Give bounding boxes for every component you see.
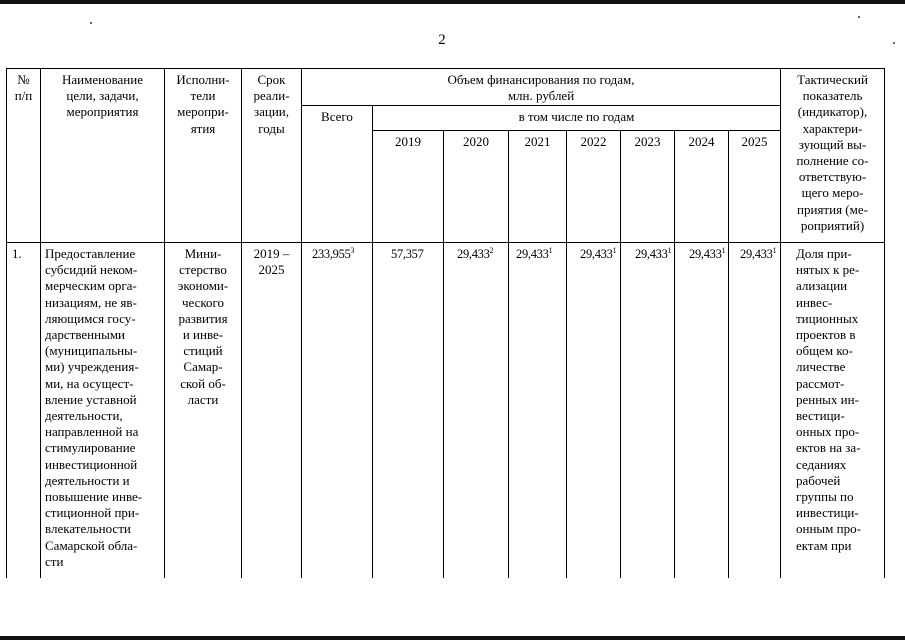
header-total: Всего xyxy=(321,109,353,124)
header-number: № п/п xyxy=(14,72,33,104)
col-divider xyxy=(40,68,41,578)
row-value-2022: 29,433$^1$ xyxy=(580,245,617,261)
row-value-2019: 57,357 xyxy=(391,247,424,261)
table-right-border xyxy=(884,68,885,578)
header-year: 2025 xyxy=(741,134,768,149)
header-name: Наименование цели, задачи, мероприятия xyxy=(62,72,143,120)
col-divider xyxy=(508,130,509,578)
scan-border-bottom xyxy=(0,636,905,640)
col-divider xyxy=(620,130,621,578)
header-year: 2022 xyxy=(580,134,607,149)
header-year: 2021 xyxy=(524,134,551,149)
scan-speck xyxy=(90,22,92,24)
table-top-border xyxy=(6,68,884,69)
row-event-name: Предоставление субсидий неком- мерческим орга- низациям, не яв- ляющимся госу- дарственными (муниципальны- ми) учреждения- ми, на осущест- вление уставной деятельности, направленной на стимулирование инвестиционной деятельности и повышение инве- стиционной при- влекательности Самарской обла- сти xyxy=(45,246,143,569)
header-indicator: Тактический показатель (индикатор), характери- зующий вы- полнение со- ответствую- щего меро- приятия (ме- роприятий) xyxy=(796,72,869,233)
scan-border-top xyxy=(0,0,905,4)
row-value-2020: 29,433$^2$ xyxy=(457,245,494,261)
col-divider xyxy=(372,105,373,578)
col-divider xyxy=(674,130,675,578)
row-total-value: 233,955$^3$ xyxy=(312,245,355,261)
col-divider xyxy=(241,68,242,578)
header-year: 2020 xyxy=(463,134,489,149)
table-left-border xyxy=(6,68,7,578)
col-divider xyxy=(728,130,729,578)
years-subheader-rule xyxy=(372,130,780,131)
scan-speck xyxy=(893,42,895,44)
col-divider xyxy=(301,68,302,578)
header-financing: Объем финансирования по годам, млн. рублей xyxy=(447,72,635,104)
row-number: 1. xyxy=(12,246,22,261)
row-term: 2019 – 2025 xyxy=(253,246,290,278)
row-value-2025: 29,433$^1$ xyxy=(740,245,777,261)
scan-speck xyxy=(858,16,860,18)
page-number: 2 xyxy=(438,32,446,48)
header-bottom-border xyxy=(6,242,884,243)
row-value-2023: 29,433$^1$ xyxy=(635,245,672,261)
header-year: 2023 xyxy=(634,134,661,149)
header-term: Срок реали- зации, годы xyxy=(253,72,290,136)
header-by-years: в том числе по годам xyxy=(518,109,635,124)
row-value-2024: 29,433$^1$ xyxy=(689,245,726,261)
header-year: 2019 xyxy=(395,134,421,149)
header-executors: Исполни- тели меропри- ятия xyxy=(176,72,230,136)
header-year: 2024 xyxy=(688,134,715,149)
row-executor: Мини- стерство экономи- ческого развития и инве- стиций Самар- ской об- ласти xyxy=(177,246,229,407)
row-value-2021: 29,433$^1$ xyxy=(516,245,553,261)
col-divider xyxy=(443,130,444,578)
row-indicator: Доля при- нятых к ре- ализации инвес- тиционных проектов в общем ко- личестве рассмот- ренных ин- вестици- онных про- ектов на за- седаниях рабочей группы по инвестици- онным про- ектам при xyxy=(796,246,861,553)
col-divider xyxy=(566,130,567,578)
